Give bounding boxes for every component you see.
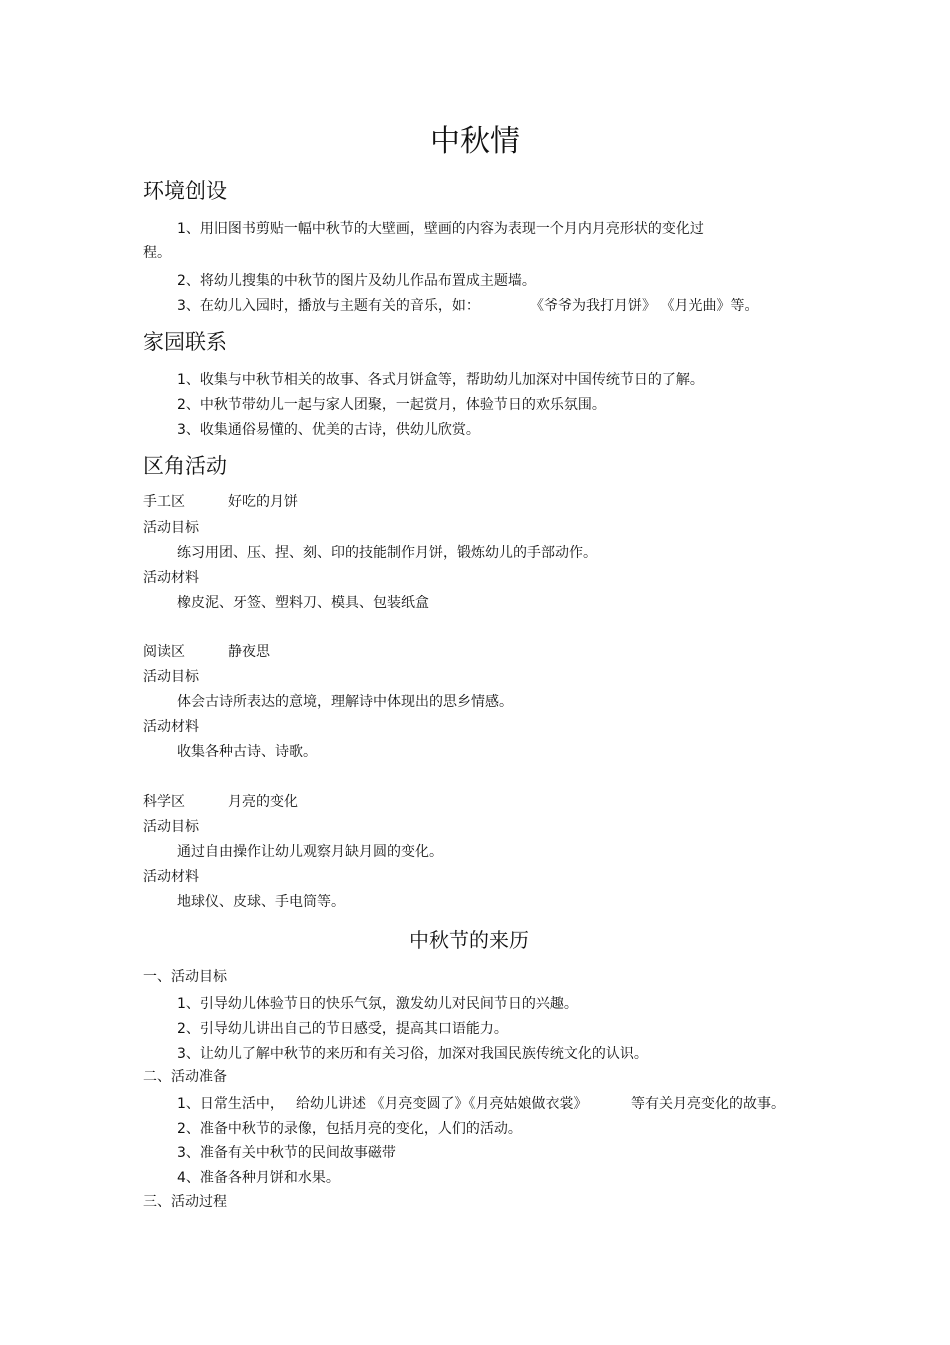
corner-area-label: 手工区 (143, 494, 185, 510)
environment-item-3: 3、在幼儿入园时，播放与主题有关的音乐，如： (177, 298, 480, 314)
material-label: 活动材料 (143, 719, 199, 735)
lesson-process-heading: 三、活动过程 (143, 1194, 227, 1210)
material-label: 活动材料 (143, 869, 199, 885)
section-heading-home: 家园联系 (143, 330, 227, 354)
lesson-prep-item-1-end: 等有关月亮变化的故事。 (631, 1096, 785, 1112)
corner-goal: 练习用团、压、捏、刻、印的技能制作月饼，锻炼幼儿的手部动作。 (177, 545, 597, 561)
corner-area-label: 科学区 (143, 794, 185, 810)
corner-goal: 通过自由操作让幼儿观察月缺月圆的变化。 (177, 844, 443, 860)
lesson-prep-item-1: 1、日常生活中， (177, 1096, 284, 1112)
lesson-goal-item: 3、让幼儿了解中秋节的来历和有关习俗，加深对我国民族传统文化的认识。 (177, 1046, 648, 1062)
goal-label: 活动目标 (143, 520, 199, 536)
material-label: 活动材料 (143, 570, 199, 586)
home-item-1: 1、收集与中秋节相关的故事、各式月饼盒等，帮助幼儿加深对中国传统节日的了解。 (177, 372, 704, 388)
environment-item-3-songs: 《爷爷为我打月饼》 《月光曲》等。 (530, 298, 759, 314)
corner-area-label: 阅读区 (143, 644, 185, 660)
corner-goal: 体会古诗所表达的意境，理解诗中体现出的思乡情感。 (177, 694, 513, 710)
goal-label: 活动目标 (143, 819, 199, 835)
home-item-2: 2、中秋节带幼儿一起与家人团聚，一起赏月，体验节日的欢乐氛围。 (177, 397, 606, 413)
section-heading-corners: 区角活动 (143, 454, 227, 478)
home-item-3: 3、收集通俗易懂的、优美的古诗，供幼儿欣赏。 (177, 422, 480, 438)
lesson-prep-item-4: 4、准备各种月饼和水果。 (177, 1170, 340, 1186)
lesson-goals-heading: 一、活动目标 (143, 969, 227, 985)
corner-material: 收集各种古诗、诗歌。 (177, 744, 317, 760)
corner-activity-name: 月亮的变化 (228, 794, 298, 810)
lesson-goal-item: 1、引导幼儿体验节日的快乐气氛，激发幼儿对民间节日的兴趣。 (177, 996, 578, 1012)
lesson-prep-item-1-stories: 给幼儿讲述 《月亮变圆了》《月亮姑娘做衣裳》 (296, 1096, 588, 1112)
lesson-prep-item-2: 2、准备中秋节的录像，包括月亮的变化，人们的活动。 (177, 1121, 522, 1137)
corner-activity-name: 静夜思 (228, 644, 270, 660)
corner-activity-name: 好吃的月饼 (228, 494, 298, 510)
section-heading-environment: 环境创设 (143, 179, 227, 203)
page-title: 中秋情 (430, 124, 520, 159)
environment-item-1-cont: 程。 (143, 245, 171, 261)
lesson-title: 中秋节的来历 (409, 928, 529, 952)
lesson-prep-item-3: 3、准备有关中秋节的民间故事磁带 (177, 1145, 396, 1161)
corner-material: 橡皮泥、牙签、塑料刀、模具、包装纸盒 (177, 595, 429, 611)
goal-label: 活动目标 (143, 669, 199, 685)
environment-item-1: 1、用旧图书剪贴一幅中秋节的大壁画，壁画的内容为表现一个月内月亮形状的变化过 (177, 221, 704, 237)
environment-item-2: 2、将幼儿搜集的中秋节的图片及幼儿作品布置成主题墙。 (177, 273, 536, 289)
corner-material: 地球仪、皮球、手电筒等。 (177, 894, 345, 910)
lesson-goal-item: 2、引导幼儿讲出自己的节日感受，提高其口语能力。 (177, 1021, 508, 1037)
lesson-prep-heading: 二、活动准备 (143, 1069, 227, 1085)
